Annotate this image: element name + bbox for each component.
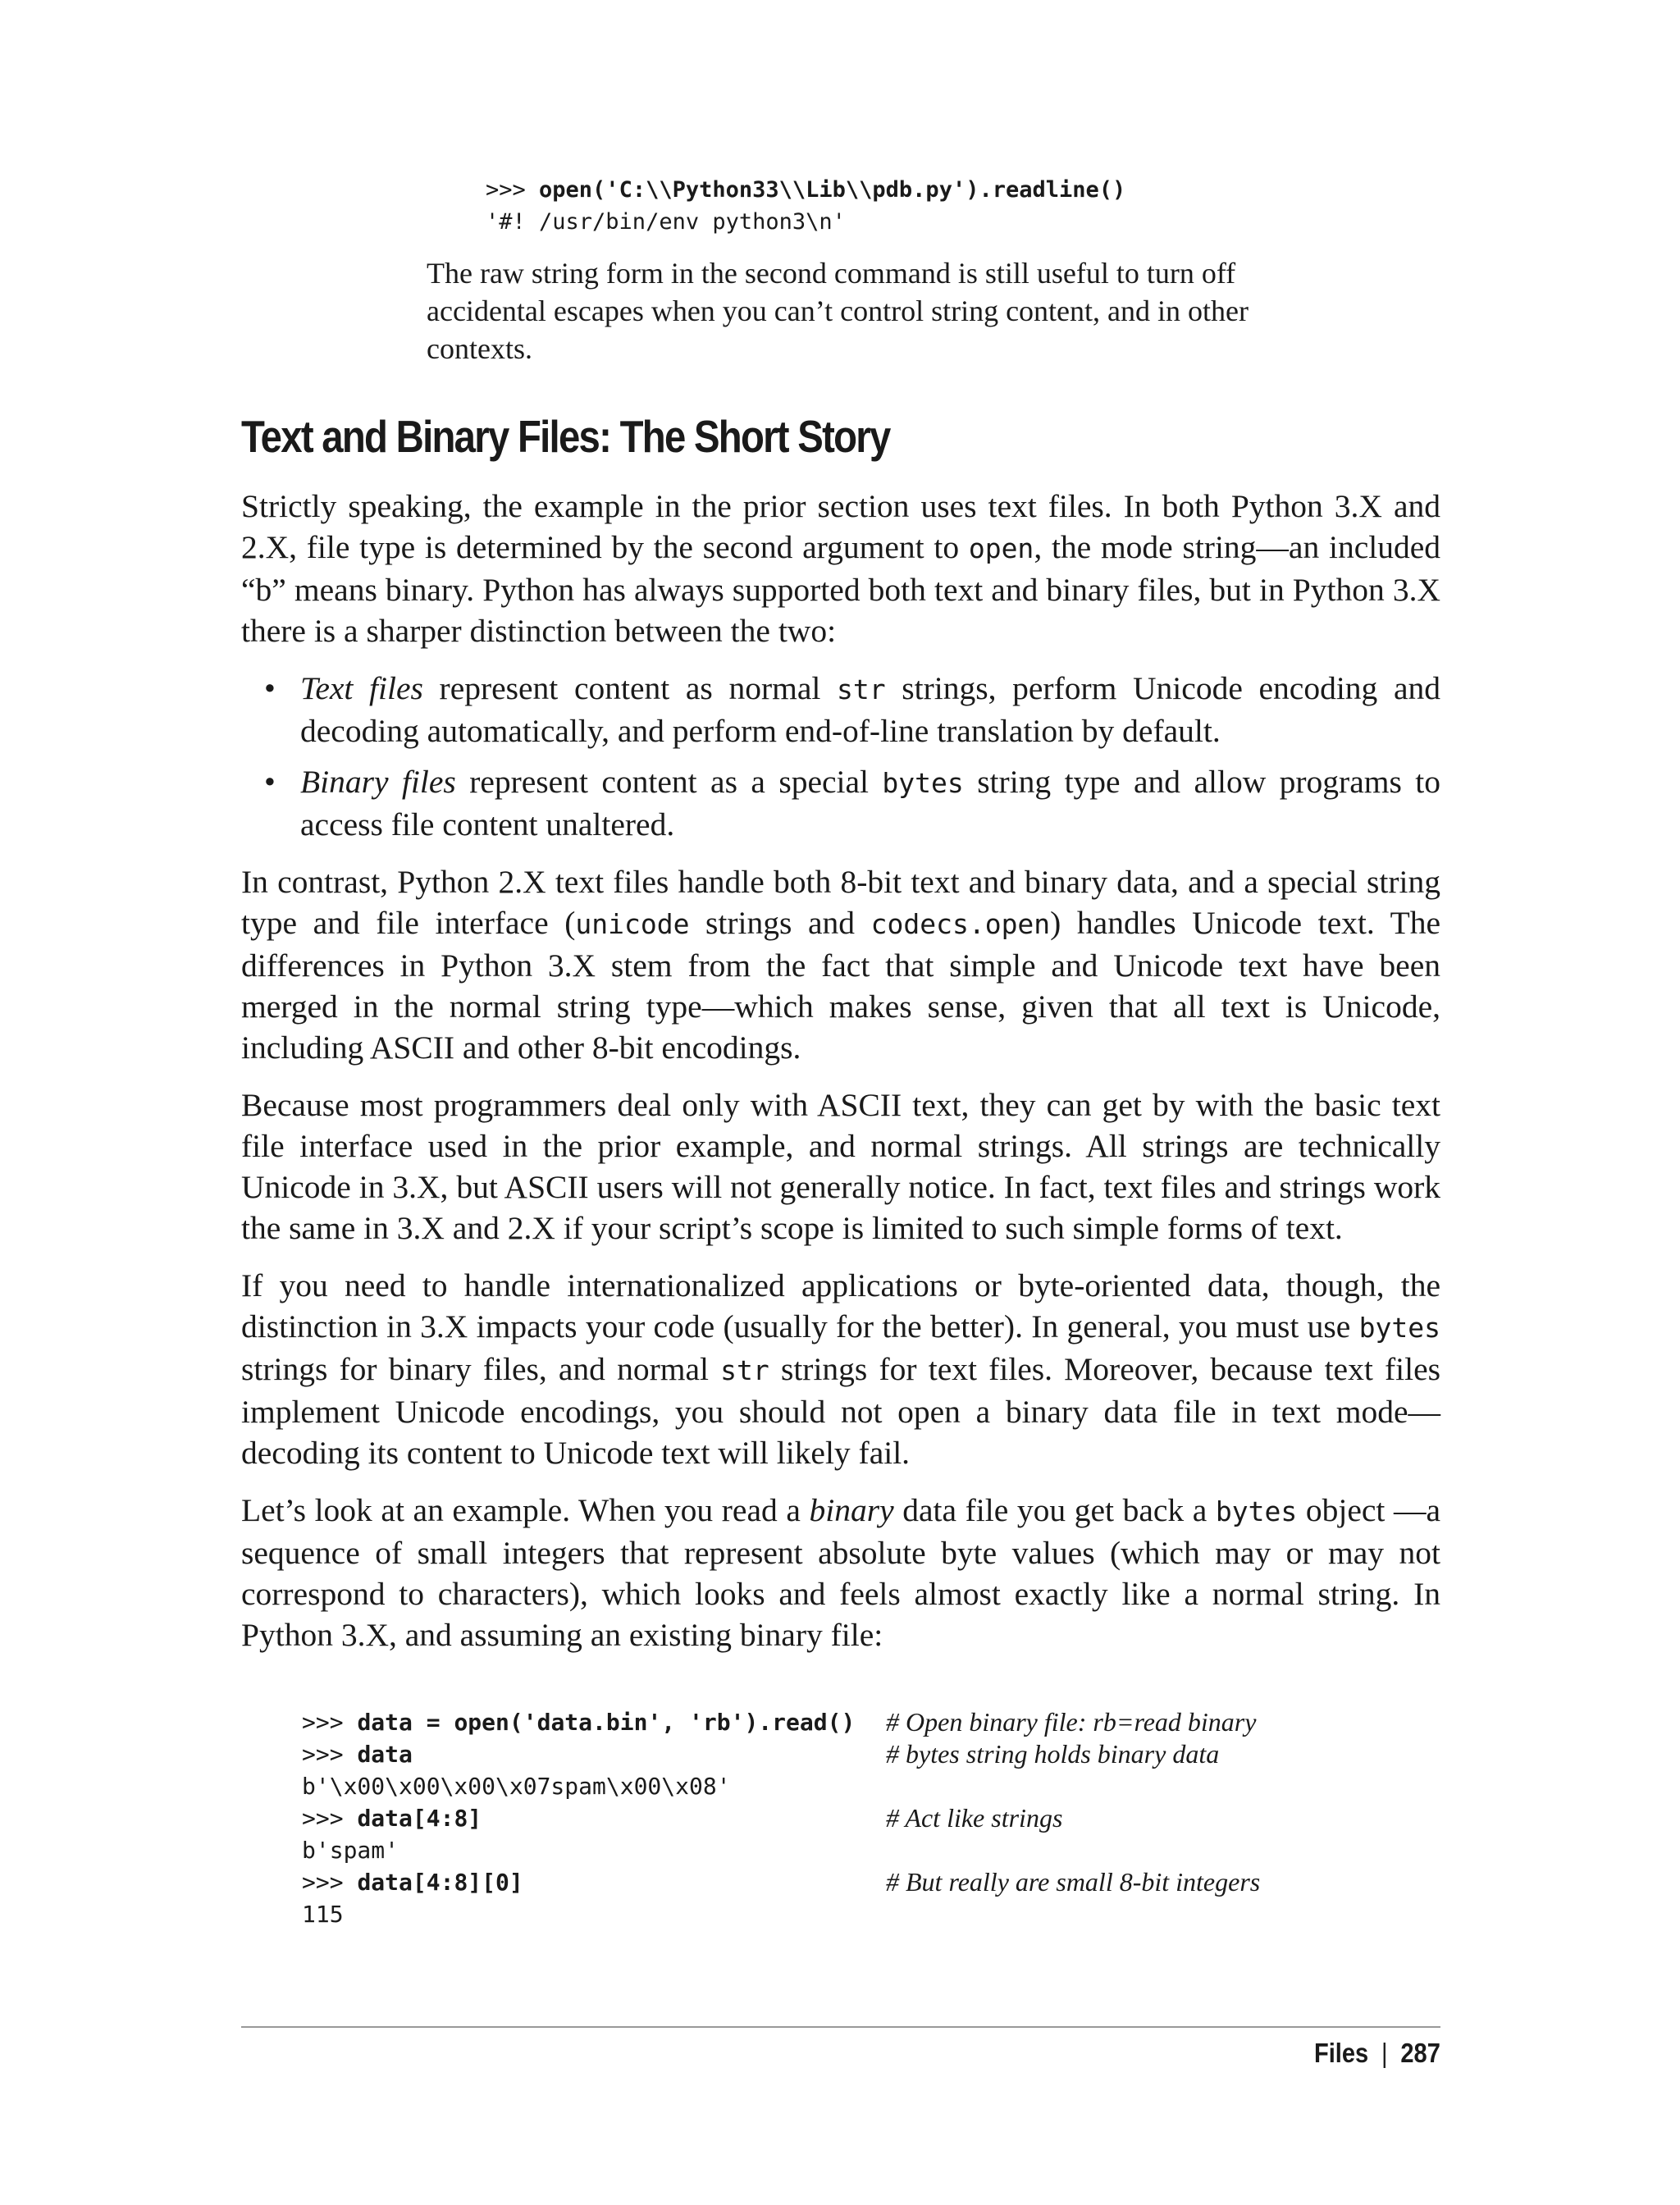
code-prompt: >>> [486, 177, 540, 203]
inline-code: bytes [1358, 1312, 1440, 1344]
page-footer [1314, 2038, 1440, 2069]
inline-code: open [968, 532, 1034, 564]
term: Binary files [300, 764, 456, 800]
code-line [486, 174, 1125, 206]
code-example-bytes [302, 1706, 1368, 1930]
code-input: open('C:\\Python33\\Lib\\pdb.py').readline() [539, 177, 1126, 203]
inline-code: codecs.open [870, 908, 1051, 940]
inline-code: unicode [575, 908, 690, 940]
paragraph-2: In contrast, Python 2.X text files handle both 8-bit text and binary data, and a special string type and file interface (unicode strings and codecs.open) handles Unicode text. The differences in Python 3.X stem from the fact that simple and Unicode text have been merged in the normal string type—which makes sense, given that all text is Unicode, including ASCII and other 8-bit encodings. [241, 864, 1440, 1066]
paragraph-5: Let’s look at an example. When you read a binary data file you get back a bytes object —a sequence of small integers that represent absolute byte values (which may or may not correspond to characters), which looks and feels almost exactly like a normal string. In Python 3.X, and assuming an existing binary file: [241, 1492, 1441, 1653]
code-input: data = open('data.bin', 'rb').read() [357, 1709, 856, 1736]
code-output: 115 [302, 1901, 344, 1928]
code-output: '#! /usr/bin/env python3\n' [486, 209, 846, 235]
running-footer-title: Files [1314, 2038, 1369, 2068]
code-prompt: >>> [302, 1869, 358, 1896]
code-line [302, 1834, 1368, 1866]
body-text [241, 486, 1440, 1672]
footer-rule [241, 2026, 1440, 2028]
code-line [302, 1802, 1368, 1834]
code-line [302, 1898, 1368, 1930]
code-line [302, 1770, 1368, 1802]
page-number: 287 [1400, 2038, 1440, 2068]
code-example-top [486, 174, 1125, 238]
paragraph-1: Strictly speaking, the example in the prior section uses text files. In both Python 3.X and 2.X, file type is determined by the second argument to open, the mode string—an included “b” means binary. Python has always supported both text and binary files, but in Python 3.X there is a sharper distinction between the two: [241, 488, 1440, 649]
note-paragraph: The raw string form in the second command is still useful to turn off accidental escapes when you can’t control string content, and in other contexts. [427, 257, 1249, 365]
code-line [302, 1866, 1368, 1898]
bullet-icon: • [264, 764, 276, 800]
footer-separator: | [1381, 2038, 1388, 2068]
section-heading: Text and Binary Files: The Short Story [241, 411, 890, 462]
code-comment: # But really are small 8-bit integers [886, 1867, 1261, 1897]
bullet-list [241, 668, 1440, 845]
code-prompt: >>> [302, 1741, 358, 1768]
code-output: b'\x00\x00\x00\x07spam\x00\x08' [302, 1773, 731, 1800]
code-input: data[4:8][0] [357, 1869, 523, 1896]
code-line [302, 1738, 1368, 1770]
code-prompt: >>> [302, 1805, 358, 1832]
code-comment: # Open binary file: rb=read binary [886, 1707, 1257, 1737]
code-output: b'spam' [302, 1837, 399, 1864]
inline-code: str [837, 673, 886, 705]
paragraph-4: If you need to handle internationalized applications or byte-oriented data, though, the distinction in 3.X impacts your code (usually for the better). In general, you must use bytes strings for binary files, and normal str strings for text files. Moreover, because text files implement Unicode encodings, you should not open a binary data file in text mode—decoding its content to Unicode text will likely fail. [241, 1267, 1440, 1471]
term: Text files [300, 670, 423, 706]
code-line [302, 1706, 1368, 1738]
code-input: data[4:8] [357, 1805, 482, 1832]
inline-code: str [720, 1354, 769, 1386]
list-item: • Text files represent content as normal str strings, perform Unicode encoding and decoding automatically, and perform end-of-line translation by default. [241, 668, 1440, 751]
inline-code: bytes [882, 767, 964, 799]
inline-code: bytes [1215, 1495, 1298, 1527]
paragraph-3: Because most programmers deal only with ASCII text, they can get by with the basic text file interface used in the prior example, and normal strings. All strings are technically Unicode in 3.X, but ASCII users will not generally notice. In fact, text files and strings work the same in 3.X and 2.X if your script’s scope is limited to such simple forms of text. [241, 1087, 1440, 1246]
code-input: data [357, 1741, 413, 1768]
code-prompt: >>> [302, 1709, 358, 1736]
code-comment: # Act like strings [886, 1803, 1063, 1833]
code-comment: # bytes string holds binary data [886, 1739, 1220, 1769]
bullet-icon: • [264, 670, 276, 706]
list-item: • Binary files represent content as a special bytes string type and allow programs to access file content unaltered. [241, 761, 1440, 845]
emphasis: binary [809, 1492, 894, 1528]
